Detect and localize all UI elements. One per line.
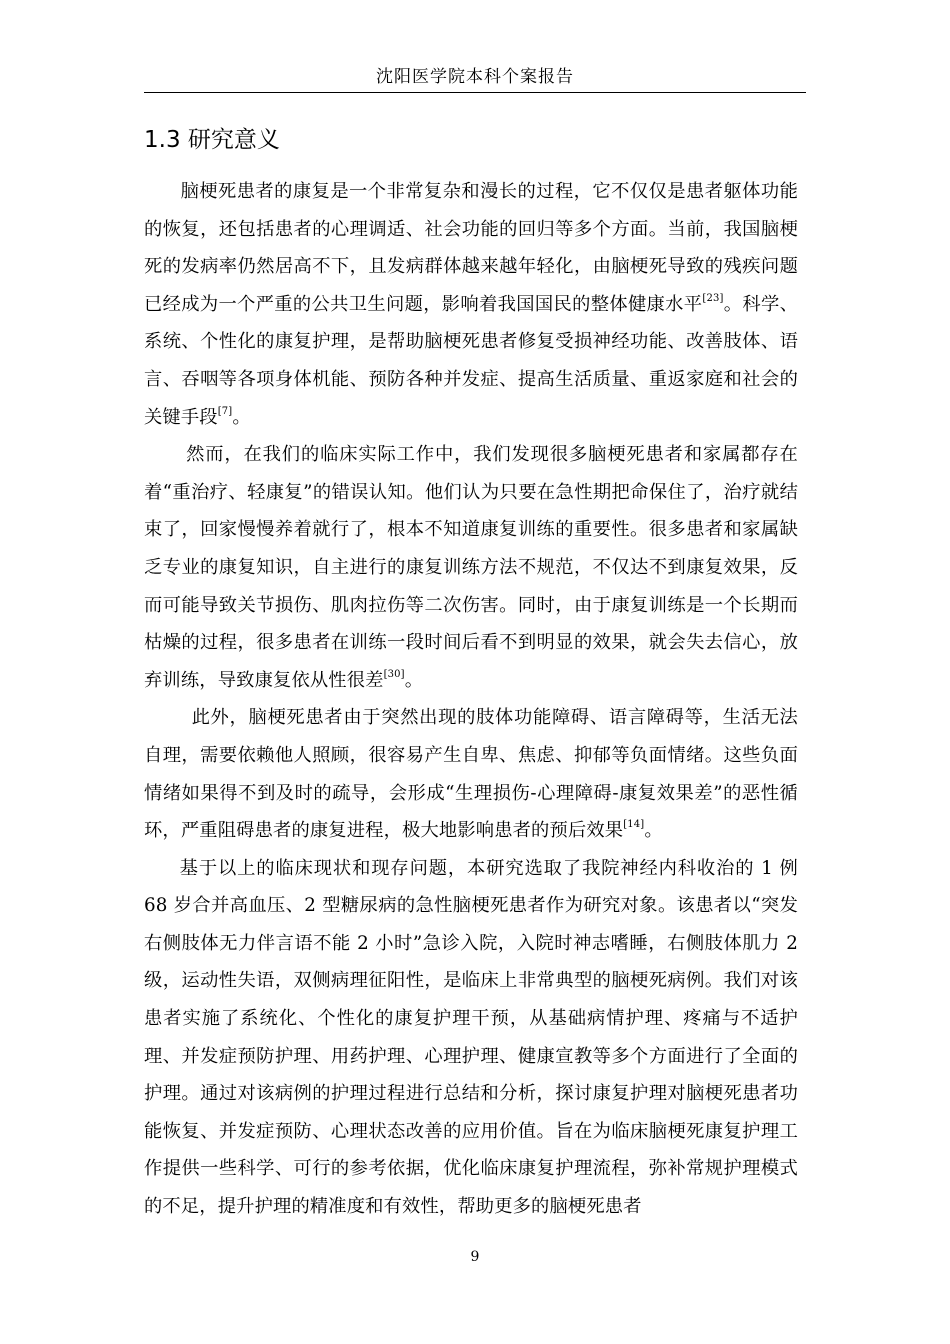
citation: [7] [217,405,233,417]
section-heading: 1.3 研究意义 [144,127,280,153]
paragraph-text: 。 [404,669,424,691]
paragraph-text: 此外，脑梗死患者由于突然出现的肢体功能障碍、语言障碍等，生活无法自理，需要依赖他人照顾，很容易产生自卑、焦虑、抑郁等负面情绪。这些负面情绪如果得不到及时的疏导，会形成“生理损伤-心理障碍-康复效果差”的恶性循环，严重阻碍患者的康复进程，极大地影响患者的预后效果 [144,707,798,842]
paragraph-text: 脑梗死患者的康复是一个非常复杂和漫长的过程，它不仅仅是患者躯体功能的恢复，还包括患者的心理调适、社会功能的回归等多个方面。当前，我国脑梗死的发病率仍然居高不下，且发病群体越来越年轻化，由脑梗死导致的残疾问题已经成为一个严重的公共卫生问题，影响着我国国民的整体健康水平 [144,181,798,315]
paragraph-text: 基于以上的临床现状和现存问题，本研究选取了我院神经内科收治的 1 例 68 岁合并高血压、2 型糖尿病的急性脑梗死患者作为研究对象。该患者以“突发右侧肢体无力伴言语不能 2 小时”急诊入院，入院时神志嗜睡，右侧肢体肌力 2 级，运动性失语，双侧病理征阳性，是临床上非常典型的脑梗死病例。我们对该患者实施了系统化、个性化的康复护理干预，从基础病情护理、疼痛与不适护理、并发症预防护理、用药护理、心理护理、健康宣教等多个方面进行了全面的护理。通过对该病例的护理过程进行总结和分析，探讨康复护理对脑梗死患者功能恢复、并发症预防、心理状态改善的应用价值。旨在为临床脑梗死康复护理工作提供一些科学、可行的参考依据，优化临床康复护理流程，弥补常规护理模式的不足，提升护理的精准度和有效性，帮助更多的脑梗死患者 [144,857,798,1218]
paragraph-2 [144,436,798,699]
citation: [14] [623,819,645,831]
paragraph-text: 。 [644,820,663,842]
header-divider [144,92,806,93]
body-text [144,173,798,1226]
paragraph-text: 然而，在我们的临床实际工作中，我们发现很多脑梗死患者和家属都存在着“重治疗、轻康复”的错误认知。他们认为只要在急性期把命保住了，治疗就结束了，回家慢慢养着就行了，根本不知道康复训练的重要性。很多患者和家属缺乏专业的康复知识，自主进行的康复训练方法不规范，不仅达不到康复效果，反而可能导致关节损伤、肌肉拉伤等二次伤害。同时，由于康复训练是一个长期而枯燥的过程，很多患者在训练一段时间后看不到明显的效果，就会失去信心，放弃训练，导致康复依从性很差 [144,444,798,691]
paragraph-1 [144,173,798,436]
running-header: 沈阳医学院本科个案报告 [376,67,574,87]
paragraph-text: 。 [232,406,251,428]
page-number: 9 [470,1249,480,1265]
paragraph-3 [144,699,798,849]
citation: [30] [383,668,405,680]
paragraph-text: 。科学、系统、个性化的康复护理，是帮助脑梗死患者修复受损神经功能、改善肢体、语言、吞咽等各项身体机能、预防各种并发症、提高生活质量、重返家庭和社会的关键手段 [144,293,798,428]
paragraph-4 [144,850,798,1226]
citation: [23] [702,292,724,304]
